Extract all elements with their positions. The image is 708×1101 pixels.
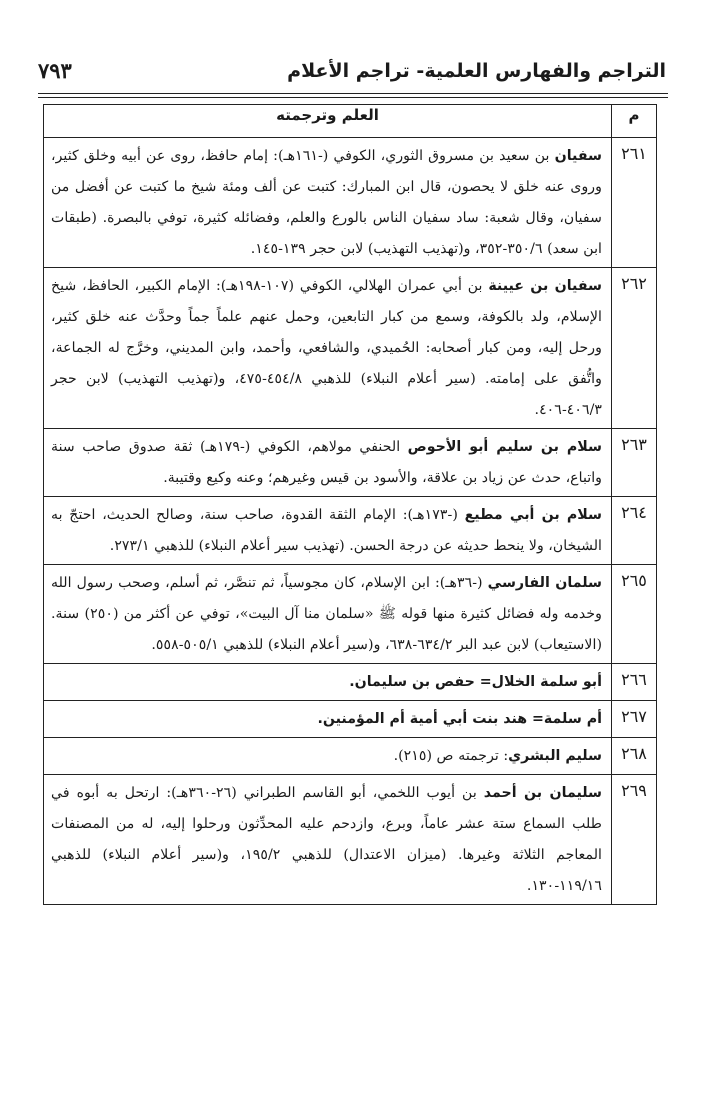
- entry-text: الحنفي مولاهم، الكوفي (-١٧٩هـ) ثقة صدوق صاحب سنة واتباع، حدث عن زياد بن علاقة، والأسود بن قيس وغيرهم؛ وعنه وكيع وقتيبة.: [51, 439, 602, 486]
- entry-text: بن أبي عمران الهلالي، الكوفي (١٠٧-١٩٨هـ): الإمام الكبير، الحافظ، شيخ الإسلام، ولد بالكوفة، وسمع من كبار التابعين، وحمل عنهم علماً جماً وحدَّث عنه خلق كثير، ورحل إليه، ومن كبار أصحابه: الحُميدي، والشافعي، وأحمد، وابن المديني، وخرَّج له الجماعة، واتُّفق على إمامته. (سير أعلام النبلاء) للذهبي ٤٥٤/٨-٤٧٥، و(تهذيب التهذيب) لابن حجر ٤٠٦/٣-٤٠٦.: [51, 278, 602, 418]
- table-row: [44, 565, 657, 664]
- entry-biography: [44, 565, 612, 664]
- table-row: [44, 429, 657, 497]
- biographies-table: [43, 104, 657, 905]
- entry-number: ٢٦١: [612, 138, 657, 268]
- entry-text: (-١٧٣هـ): الإمام الثقة القدوة، صاحب سنة، وصالح الحديث، احتجّ به الشيخان، ولا ينحط حديثه عن درجة الحسن. (تهذيب سير أعلام النبلاء) للذهبي ٢٧٣/١.: [51, 507, 602, 554]
- entry-number: ٢٦٦: [612, 664, 657, 701]
- page-header: [38, 56, 666, 92]
- header-rule-bottom: [38, 97, 668, 98]
- table-row: [44, 138, 657, 268]
- entry-name: أبو سلمة الخلال= حفص بن سليمان.: [349, 674, 602, 690]
- entry-biography: [44, 497, 612, 565]
- entry-name: سليم البشري: [508, 748, 602, 764]
- entry-biography: [44, 268, 612, 429]
- column-header-number: م: [612, 105, 657, 138]
- entry-name: سفيان بن عيينة: [488, 278, 602, 294]
- table-row: [44, 701, 657, 738]
- table-header-row: [44, 105, 657, 138]
- entry-number: ٢٦٨: [612, 738, 657, 775]
- entry-name: أم سلمة= هند بنت أبي أمية أم المؤمنين.: [317, 711, 602, 727]
- entry-number: ٢٦٩: [612, 775, 657, 905]
- entry-biography: [44, 738, 612, 775]
- entry-number: ٢٦٥: [612, 565, 657, 664]
- table-row: [44, 738, 657, 775]
- entry-biography: [44, 775, 612, 905]
- running-title: التراجم والفهارس العلمية- تراجم الأعلام: [287, 60, 666, 82]
- entry-text: بن سعيد بن مسروق الثوري، الكوفي (-١٦١هـ): إمام حافظ، روى عن أبيه وخلق كثير، وروى عنه خلق لا يحصون، قال ابن المبارك: كتبت عن ألف ومئة شيخ ما كتبت عن أفضل من سفيان، وقال شعبة: ساد سفيان الناس بالورع والعلم، وفضائله كثيرة، توفي بالبصرة. (طبقات ابن سعد) ٣٥٠/٦-٣٥٢، و(تهذيب التهذيب) لابن حجر ١٣٩-١٤٥.: [51, 148, 602, 257]
- table-row: [44, 497, 657, 565]
- header-rule-top: [38, 93, 668, 94]
- page-number: ٧٩٣: [38, 58, 72, 83]
- entry-name: سلام بن أبي مطيع: [464, 507, 602, 523]
- table-row: [44, 664, 657, 701]
- entry-biography: [44, 429, 612, 497]
- table-row: [44, 268, 657, 429]
- table-row: [44, 775, 657, 905]
- entry-name: سلمان الفارسي: [487, 575, 602, 591]
- entry-text: بن أيوب اللخمي، أبو القاسم الطبراني (٢٦-٣٦٠هـ): ارتحل به أبوه في طلب السماع ستة عشر عاماً، وبرع، وازدحم عليه المحدِّثون ورحلوا إليه، له من المصنفات المعاجم الثلاثة وغيرها. (ميزان الاعتدال) للذهبي ١٩٥/٢، و(سير أعلام النبلاء) للذهبي ١١٩/١٦-١٣٠.: [51, 785, 602, 894]
- entry-name: سفيان: [554, 148, 602, 164]
- entry-number: ٢٦٤: [612, 497, 657, 565]
- entry-number: ٢٦٣: [612, 429, 657, 497]
- entry-biography: [44, 138, 612, 268]
- entry-name: سليمان بن أحمد: [483, 785, 602, 801]
- entry-number: ٢٦٧: [612, 701, 657, 738]
- entry-number: ٢٦٢: [612, 268, 657, 429]
- entry-text: : ترجمته ص (٢١٥).: [393, 748, 509, 764]
- entry-biography: [44, 701, 612, 738]
- column-header-biography: العلم وترجمته: [44, 105, 612, 138]
- entry-name: سلام بن سليم أبو الأحوص: [407, 439, 602, 455]
- entry-text: (-٣٦هـ): ابن الإسلام، كان مجوسياً، ثم تنصَّر، ثم أسلم، وصحب رسول الله وخدمه وله فضائل كثيرة منها قوله ﷺ «سلمان منا آل البيت»، توفي عن أكثر من (٢٥٠) سنة. (الاستيعاب) لابن عبد البر ٦٣٤/٢-٦٣٨، و(سير أعلام النبلاء) للذهبي ٥٠٥/١-٥٥٨.: [51, 575, 602, 653]
- entry-biography: [44, 664, 612, 701]
